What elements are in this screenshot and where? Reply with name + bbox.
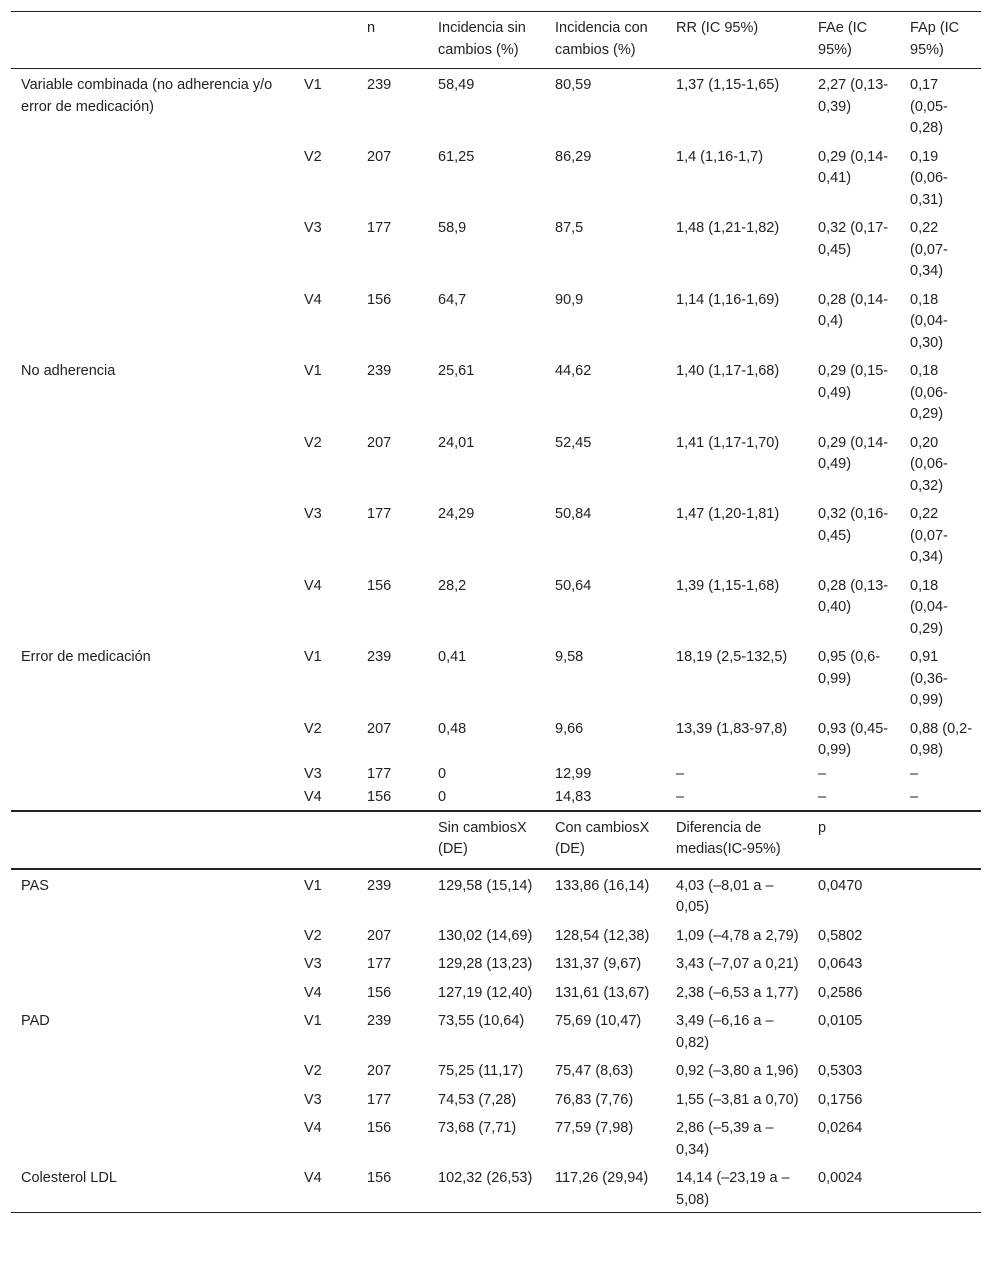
cell-col-e [900,1005,981,1055]
cell-n: 156 [367,789,392,805]
cell-col-d: 0,32 (0,17-0,45) [818,220,889,258]
cell-visit: V2 [304,927,322,944]
cell-col-e [900,869,981,920]
cell-label [11,141,294,213]
cell-visit: V3 [304,765,322,782]
cell-col-b: 9,58 [555,649,584,665]
cell-visit: V2 [304,434,322,451]
cell-visit: V3 [304,956,322,972]
cell-col-b: 75,47 (8,63) [555,1063,634,1079]
cell-col-c: 18,19 (2,5-132,5) [676,649,788,665]
cell-col-d: FAe (IC 95%) [808,12,900,69]
cell-col-b: 131,61 (13,67) [555,984,650,1001]
cell-col-e [900,811,981,869]
cell-col-e: 0,18 (0,04-0,30) [910,291,948,351]
cell-col-c: 14,14 (–23,19 a –5,08) [666,1162,808,1213]
cell-col-c: Diferencia de medias(IC-95%) [666,811,808,869]
cell-col-a: 129,28 (13,23) [438,956,533,972]
cell-n: 177 [367,765,392,782]
cell-label: Colesterol LDL [11,1162,294,1213]
cell-col-d: 0,28 (0,13-0,40) [818,577,889,615]
table-row [11,1084,981,1113]
table-row [11,786,981,811]
cell-col-e: 0,18 (0,06-0,29) [910,363,948,422]
cell-col-a: 0 [438,789,447,805]
cell-visit: V4 [304,789,322,805]
cell-col-c: 1,37 (1,15-1,65) [666,69,808,141]
cell-col-e: – [910,765,919,782]
cell-n: 207 [367,148,392,165]
results-table-container [11,11,981,1213]
cell-col-d: 0,95 (0,6-0,99) [818,649,881,687]
cell-col-d: 0,1756 [818,1091,863,1108]
cell-label: Error de medicación [21,649,151,665]
cell-label [11,427,294,499]
table-row [11,641,981,713]
cell-col-c: – [676,765,685,782]
cell-col-e [900,1112,981,1162]
cell-col-b: 128,54 (12,38) [555,927,650,944]
cell-col-d: 0,29 (0,15-0,49) [818,363,889,401]
cell-col-a: 73,68 (7,71) [438,1120,517,1136]
cell-n: 207 [367,927,392,944]
cell-col-a: 130,02 (14,69) [438,927,533,944]
cell-label [11,713,294,763]
cell-col-c: 1,41 (1,17-1,70) [676,434,780,451]
cell-col-d: 0,0105 [818,1013,863,1029]
table-row [11,498,981,570]
table-row [11,948,981,977]
cell-col-d: p [808,811,900,869]
cell-col-c: 3,43 (–7,07 a 0,21) [676,956,799,972]
cell-label [11,12,294,69]
cell-col-d: 2,27 (0,13-0,39) [808,69,900,141]
cell-col-e [900,977,981,1006]
cell-n: 156 [367,291,392,308]
cell-col-a: Incidencia sin cambios (%) [428,12,545,69]
cell-n: 156 [367,984,392,1001]
cell-n: 156 [367,577,392,594]
table-row [11,427,981,499]
cell-col-e [900,1084,981,1113]
cell-col-a: 24,29 [438,506,475,522]
cell-col-c: 1,09 (–4,78 a 2,79) [676,927,799,944]
cell-col-c: 1,39 (1,15-1,68) [676,577,780,594]
cell-col-b: 133,86 (16,14) [545,869,666,920]
cell-col-d: 0,5303 [818,1063,863,1079]
table-row [11,69,981,141]
cell-n: 239 [367,1013,392,1029]
cell-col-a: 0,48 [438,720,467,737]
cell-col-c: 1,14 (1,16-1,69) [676,291,780,308]
cell-label [11,284,294,356]
cell-col-c: 4,03 (–8,01 a –0,05) [666,869,808,920]
cell-col-d: 0,29 (0,14-0,41) [818,148,889,186]
cell-col-c: 13,39 (1,83-97,8) [676,720,788,737]
cell-visit [294,811,357,869]
cell-col-e: 0,20 (0,06-0,32) [910,434,948,494]
cell-visit: V2 [304,720,322,737]
cell-col-a: Sin cambiosX (DE) [428,811,545,869]
cell-col-c: 0,92 (–3,80 a 1,96) [676,1063,799,1079]
table-row [11,284,981,356]
cell-col-e: – [910,789,919,805]
cell-label [11,1112,294,1162]
cell-col-c: RR (IC 95%) [666,12,808,69]
cell-label [11,977,294,1006]
cell-visit: V1 [304,363,322,379]
cell-col-d: 0,29 (0,14-0,49) [818,434,889,472]
cell-col-b: 80,59 [545,69,666,141]
cell-col-a: 0 [438,765,447,782]
cell-col-d: 0,0643 [818,956,863,972]
cell-col-a: 25,61 [438,363,475,379]
cell-visit: V3 [304,1091,322,1108]
cell-col-d: 0,5802 [818,927,863,944]
cell-col-a: 102,32 (26,53) [428,1162,545,1213]
cell-col-c: 1,47 (1,20-1,81) [676,506,780,522]
cell-n: 207 [367,434,392,451]
cell-col-a: 127,19 (12,40) [438,984,533,1001]
cell-col-a: 58,49 [428,69,545,141]
cell-col-b: 77,59 (7,98) [555,1120,634,1136]
table-row [11,1055,981,1084]
cell-col-b: 76,83 (7,76) [555,1091,634,1108]
cell-col-d: 0,0024 [808,1162,900,1213]
cell-visit: V3 [304,220,322,236]
cell-visit [294,12,357,69]
cell-label [11,498,294,570]
table-row [11,212,981,284]
cell-col-a: 28,2 [438,577,467,594]
cell-col-b: Incidencia con cambios (%) [545,12,666,69]
cell-label [11,786,294,811]
cell-visit: V4 [304,577,322,594]
cell-n: 156 [357,1162,428,1213]
table-row [11,141,981,213]
cell-visit: V4 [304,1120,322,1136]
cell-col-d: 0,0470 [808,869,900,920]
cell-col-c: 3,49 (–6,16 a –0,82) [676,1013,774,1051]
table-row [11,977,981,1006]
cell-col-b: 14,83 [555,789,592,805]
cell-label: No adherencia [21,363,116,379]
cell-n: 239 [367,363,392,379]
cell-col-e: 0,88 (0,2-0,98) [910,720,973,758]
cell-label [11,920,294,949]
cell-n: 177 [367,1091,392,1108]
cell-col-b: 86,29 [555,148,592,165]
cell-col-d: – [818,765,827,782]
cell-visit: V4 [304,291,322,308]
cell-n: 177 [367,956,392,972]
cell-visit: V4 [294,1162,357,1213]
cell-col-d: – [818,789,827,805]
cell-col-a: 73,55 (10,64) [438,1013,525,1029]
cell-col-a: 58,9 [438,220,467,236]
table-body [11,12,981,1213]
cell-col-d: 0,2586 [818,984,863,1001]
cell-col-c: 1,48 (1,21-1,82) [676,220,780,236]
cell-label: PAS [11,869,294,920]
cell-col-a: 74,53 (7,28) [438,1091,517,1108]
cell-col-b: 87,5 [555,220,584,236]
cell-col-b: 90,9 [555,291,584,308]
cell-col-d: 0,0264 [818,1120,863,1136]
table-row [11,1162,981,1213]
cell-visit: V2 [304,1063,322,1079]
cell-col-b: Con cambiosX (DE) [545,811,666,869]
cell-col-e: 0,91 (0,36-0,99) [910,649,948,708]
cell-col-e: 0,22 (0,07-0,34) [910,506,948,565]
cell-col-e: FAp (IC 95%) [900,12,981,69]
cell-col-d: 0,93 (0,45-0,99) [818,720,889,758]
table-row [11,570,981,642]
cell-col-a: 64,7 [438,291,467,308]
cell-col-c: 1,55 (–3,81 a 0,70) [676,1091,799,1108]
cell-col-b: 117,26 (29,94) [545,1162,666,1213]
header-row-incidence [11,12,981,69]
cell-n: n [357,12,428,69]
cell-n: 207 [367,1063,392,1079]
table-row [11,763,981,787]
cell-col-b: 9,66 [555,720,584,737]
results-table [11,11,981,1213]
cell-col-b: 52,45 [555,434,592,451]
cell-label [11,1055,294,1084]
table-row [11,713,981,763]
cell-visit: V2 [304,148,322,165]
cell-label [11,1084,294,1113]
cell-col-c: 1,40 (1,17-1,68) [676,363,780,379]
table-row [11,920,981,949]
cell-label [11,763,294,787]
cell-col-e [900,948,981,977]
cell-col-e: 0,19 (0,06-0,31) [910,148,948,208]
cell-col-b: 131,37 (9,67) [555,956,642,972]
cell-col-b: 44,62 [555,363,592,379]
cell-col-b: 75,69 (10,47) [555,1013,642,1029]
cell-n [357,811,428,869]
cell-col-e [900,920,981,949]
cell-visit: V1 [294,69,357,141]
cell-label [11,570,294,642]
cell-col-a: 24,01 [438,434,475,451]
cell-n: 239 [357,69,428,141]
table-row [11,355,981,427]
cell-col-e: 0,17 (0,05-0,28) [900,69,981,141]
cell-label: PAD [21,1013,50,1029]
cell-col-d: 0,28 (0,14-0,4) [818,291,889,329]
table-row [11,869,981,920]
cell-n: 156 [367,1120,392,1136]
table-row [11,1005,981,1055]
cell-visit: V1 [304,1013,322,1029]
cell-n: 177 [367,506,392,522]
cell-label [11,811,294,869]
cell-n: 239 [357,869,428,920]
cell-label: Variable combinada (no adherencia y/o error de medicación) [11,69,294,141]
cell-visit: V3 [304,506,322,522]
cell-col-a: 61,25 [438,148,475,165]
cell-col-d: 0,32 (0,16-0,45) [818,506,889,544]
cell-col-c: – [676,789,685,805]
header-row-means [11,811,981,869]
cell-visit: V1 [294,869,357,920]
cell-col-e [900,1162,981,1213]
cell-n: 239 [367,649,392,665]
cell-col-c: 2,38 (–6,53 a 1,77) [676,984,799,1001]
cell-label [11,948,294,977]
cell-col-b: 50,84 [555,506,592,522]
cell-col-b: 50,64 [555,577,592,594]
cell-col-a: 129,58 (15,14) [428,869,545,920]
cell-col-e [900,1055,981,1084]
cell-n: 177 [367,220,392,236]
cell-n: 207 [367,720,392,737]
cell-col-b: 12,99 [555,765,592,782]
cell-col-c: 2,86 (–5,39 a –0,34) [676,1120,774,1158]
table-row [11,1112,981,1162]
cell-col-a: 0,41 [438,649,467,665]
cell-col-e: 0,22 (0,07-0,34) [910,220,948,279]
cell-col-c: 1,4 (1,16-1,7) [676,148,764,165]
cell-label [11,212,294,284]
cell-col-e: 0,18 (0,04-0,29) [910,577,948,637]
cell-col-a: 75,25 (11,17) [438,1063,524,1079]
cell-visit: V4 [304,984,322,1001]
cell-visit: V1 [304,649,322,665]
